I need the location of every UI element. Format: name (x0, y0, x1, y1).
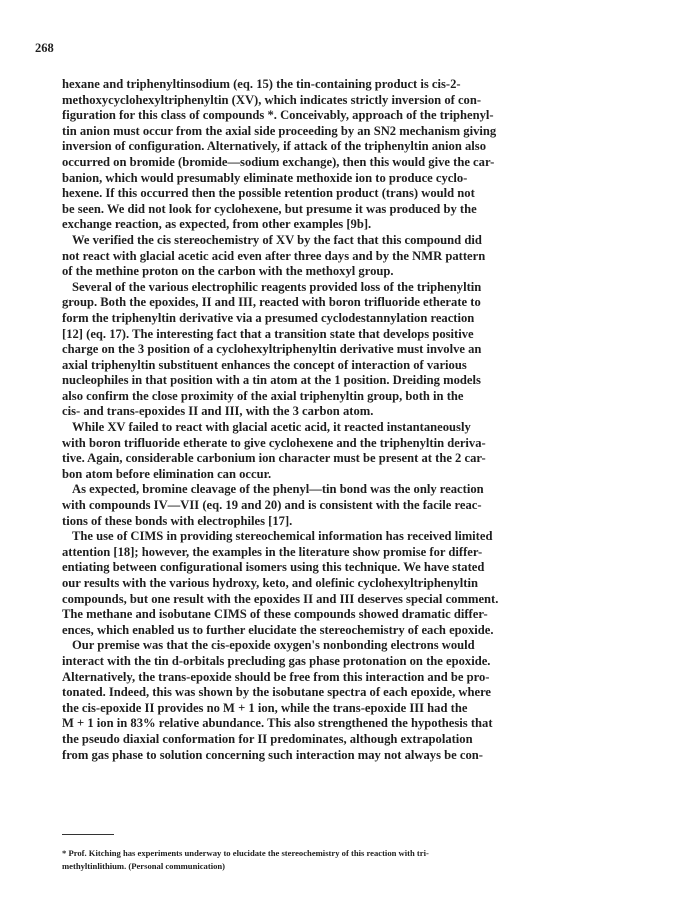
body-line: inversion of configuration. Alternatively, if attack of the triphenyltin anion also (62, 139, 486, 154)
body-line: not react with glacial acetic acid even after three days and by the NMR pattern (62, 248, 486, 263)
body-line: with compounds IV—VII (eq. 19 and 20) and is consistent with the facile reac- (62, 498, 482, 513)
body-line: Alternatively, the trans-epoxide should be free from this interaction and be pro- (62, 669, 490, 684)
body-line: axial triphenyltin substituent enhances the concept of interaction of various (62, 357, 467, 372)
body-line: tonated. Indeed, this was shown by the isobutane spectra of each epoxide, where (62, 685, 492, 700)
footnote (62, 847, 622, 873)
body-line: [12] (eq. 17). The interesting fact that a transition state that develops positive (62, 326, 474, 341)
body-line: charge on the 3 position of a cyclohexyltriphenyltin derivative must involve an (62, 342, 482, 357)
body-line: While XV failed to react with glacial acetic acid, it reacted instantaneously (72, 420, 471, 435)
body-line: occurred on bromide (bromide—sodium exchange), then this would give the car- (62, 154, 495, 169)
body-line: group. Both the epoxides, II and III, reacted with boron trifluoride etherate to (62, 295, 481, 310)
body-line: ences, which enabled us to further elucidate the stereochemistry of each epoxide. (62, 622, 494, 637)
body-line: the cis-epoxide II provides no M + 1 ion, while the trans-epoxide III had the (62, 700, 468, 715)
body-line: tive. Again, considerable carbonium ion character must be present at the 2 car- (62, 451, 486, 466)
body-line: Several of the various electrophilic reagents provided loss of the triphenyltin (72, 279, 482, 294)
body-line: tin anion must occur from the axial side proceeding by an SN2 mechanism giving (62, 123, 497, 138)
body-text (62, 77, 622, 763)
body-line: our results with the various hydroxy, keto, and olefinic cyclohexyltriphenyltin (62, 576, 478, 590)
body-line: cis- and trans-epoxides II and III, with the 3 carbon atom. (62, 404, 374, 419)
footnote-line: * Prof. Kitching has experiments underway to elucidate the stereochemistry of this reaction with tri- (62, 848, 429, 858)
body-line: figuration for this class of compounds *. Conceivably, approach of the triphenyl- (62, 108, 494, 123)
body-line: bon atom before elimination can occur. (62, 466, 272, 481)
body-line: banion, which would presumably eliminate methoxide ion to produce cyclo- (62, 170, 468, 185)
body-line: with boron trifluoride etherate to give cyclohexene and the triphenyltin deriva- (62, 435, 486, 450)
body-line: attention [18]; however, the examples in the literature show promise for differ- (62, 544, 483, 559)
body-line: the pseudo diaxial conformation for II predominates, although extrapolation (62, 731, 473, 746)
body-line: methoxycyclohexyltriphenyltin (XV), which indicates strictly inversion of con- (62, 92, 482, 107)
body-line: The use of CIMS in providing stereochemical information has received limited (72, 529, 493, 544)
body-line: form the triphenyltin derivative via a presumed cyclodestannylation reaction (62, 310, 475, 325)
body-line: of the methine proton on the carbon with the methoxyl group. (62, 264, 394, 279)
body-line: As expected, bromine cleavage of the phenyl—tin bond was the only reaction (72, 482, 484, 497)
body-line: compounds, but one result with the epoxides II and III deserves special comment. (62, 591, 499, 606)
body-line: also confirm the close proximity of the axial triphenyltin group, both in the (62, 388, 464, 403)
body-line: be seen. We did not look for cyclohexene, but presume it was produced by the (62, 201, 477, 216)
footnote-divider (62, 834, 114, 835)
body-line: from gas phase to solution concerning such interaction may not always be con- (62, 747, 483, 762)
body-line: hexane and triphenyltinsodium (eq. 15) the tin-containing product is cis-2- (62, 77, 461, 91)
body-line: We verified the cis stereochemistry of XV by the fact that this compound did (72, 232, 482, 247)
body-line: nucleophiles in that position with a tin atom at the 1 position. Dreiding models (62, 373, 481, 388)
body-line: M + 1 ion in 83% relative abundance. This also strengthened the hypothesis that (62, 716, 493, 731)
body-line: Our premise was that the cis-epoxide oxygen's nonbonding electrons would (72, 638, 475, 653)
body-line: interact with the tin d-orbitals precluding gas phase protonation on the epoxide. (62, 653, 491, 668)
body-line: hexene. If this occurred then the possible retention product (trans) would not (62, 186, 475, 201)
page-number: 268 (35, 41, 54, 55)
body-line: tions of these bonds with electrophiles [17]. (62, 513, 293, 528)
body-line: The methane and isobutane CIMS of these compounds showed dramatic differ- (62, 607, 488, 622)
body-line: entiating between configurational isomers using this technique. We have stated (62, 560, 485, 575)
body-line: exchange reaction, as expected, from other examples [9b]. (62, 217, 372, 232)
footnote-line: methyltinlithium. (Personal communication) (62, 861, 226, 871)
